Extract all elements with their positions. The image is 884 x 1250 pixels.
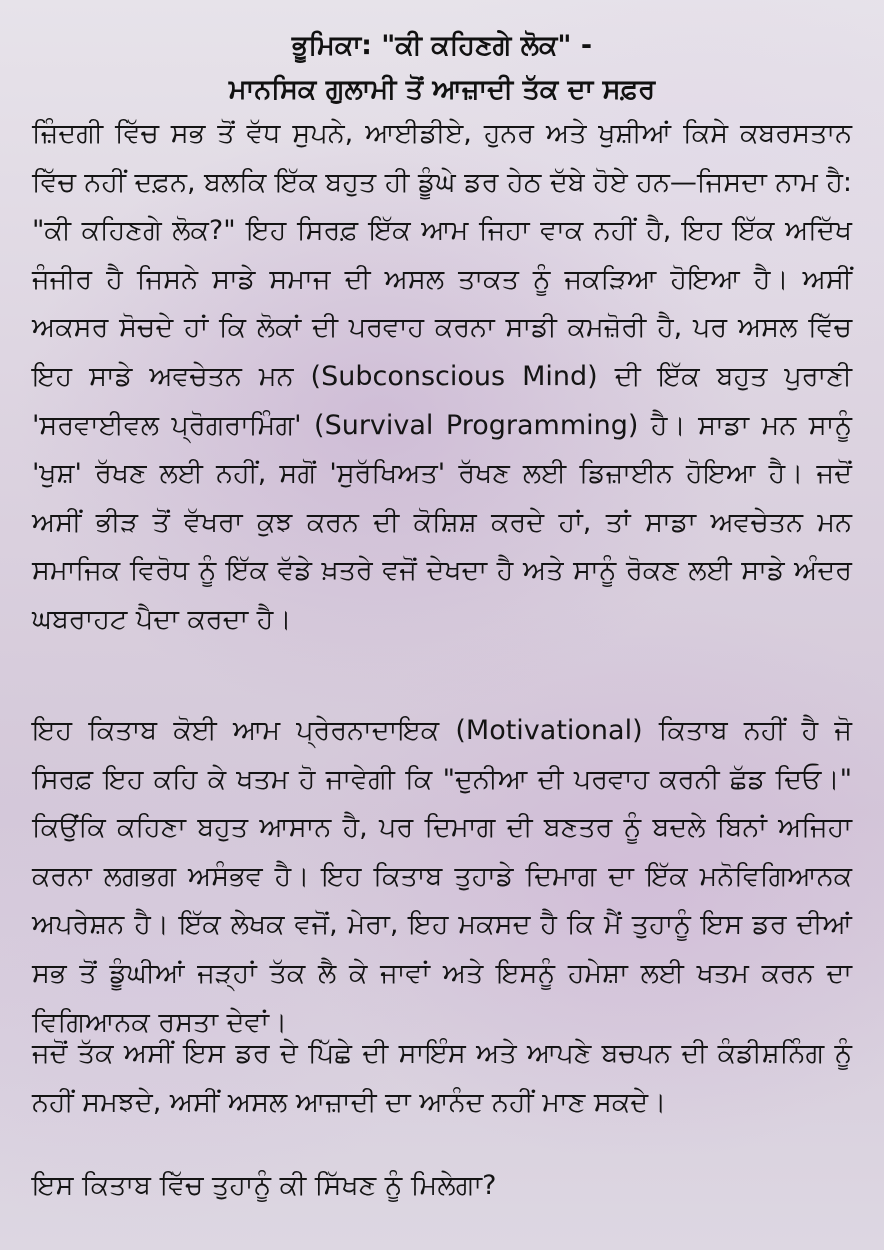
paragraph-intro: ਜ਼ਿੰਦਗੀ ਵਿੱਚ ਸਭ ਤੋਂ ਵੱਧ ਸੁਪਨੇ, ਆਈਡੀਏ, ਹੁਨਰ ਅਤੇ ਖੁਸ਼ੀਆਂ ਕਿਸੇ ਕਬਰਸਤਾਨ ਵਿੱਚ ਨਹੀਂ ਦਫ਼ਨ, ਬਲਕਿ ਇੱਕ ਬਹੁਤ ਹੀ ਡੂੰਘੇ ਡਰ ਹੇਠ ਦੱਬੇ ਹੋਏ ਹਨ—ਜਿਸਦਾ ਨਾਮ ਹੈ: "ਕੀ ਕਹਿਣਗੇ ਲੋਕ?" ਇਹ ਸਿਰਫ਼ ਇੱਕ ਆਮ ਜਿਹਾ ਵਾਕ ਨਹੀਂ ਹੈ, ਇਹ ਇੱਕ ਅਦਿੱਖ ਜੰਜੀਰ ਹੈ ਜਿਸਨੇ ਸਾਡੇ ਸਮਾਜ ਦੀ ਅਸਲ ਤਾਕਤ ਨੂੰ ਜਕੜਿਆ ਹੋਇਆ ਹੈ। ਅਸੀਂ ਅਕਸਰ ਸੋਚਦੇ ਹਾਂ ਕਿ ਲੋਕਾਂ ਦੀ ਪਰਵਾਹ ਕਰਨਾ ਸਾਡੀ ਕਮਜ਼ੋਰੀ ਹੈ, ਪਰ ਅਸਲ ਵਿੱਚ ਇਹ ਸਾਡੇ ਅਵਚੇਤਨ ਮਨ (Subconscious Mind) ਦੀ ਇੱਕ ਬਹੁਤ ਪੁਰਾਣੀ 'ਸਰਵਾਈਵਲ ਪ੍ਰੋਗਰਾਮਿੰਗ' (Survival Programming) ਹੈ। ਸਾਡਾ ਮਨ ਸਾਨੂੰ 'ਖੁਸ਼' ਰੱਖਣ ਲਈ ਨਹੀਂ, ਸਗੋਂ 'ਸੁਰੱਖਿਅਤ' ਰੱਖਣ ਲਈ ਡਿਜ਼ਾਈਨ ਹੋਇਆ ਹੈ। ਜਦੋਂ ਅਸੀਂ ਭੀੜ ਤੋਂ ਵੱਖਰਾ ਕੁਝ ਕਰਨ ਦੀ ਕੋਸ਼ਿਸ਼ ਕਰਦੇ ਹਾਂ, ਤਾਂ ਸਾਡਾ ਅਵਚੇਤਨ ਮਨ ਸਮਾਜਿਕ ਵਿਰੋਧ ਨੂੰ ਇੱਕ ਵੱਡੇ ਖ਼ਤਰੇ ਵਜੋਂ ਦੇਖਦਾ ਹੈ ਅਤੇ ਸਾਨੂੰ ਰੋਕਣ ਲਈ ਸਾਡੇ ਅੰਦਰ ਘਬਰਾਹਟ ਪੈਦਾ ਕਰਦਾ ਹੈ। xyxy=(32,118,852,635)
page-title-line-1: ਭੂਮਿਕਾ: "ਕੀ ਕਹਿਣਗੇ ਲੋਕ" - xyxy=(291,30,593,61)
paragraph-question: ਇਸ ਕਿਤਾਬ ਵਿੱਚ ਤੁਹਾਨੂੰ ਕੀ ਸਿੱਖਣ ਨੂੰ ਮਿਲੇਗਾ? xyxy=(32,1170,497,1201)
paragraph-conditioning: ਜਦੋਂ ਤੱਕ ਅਸੀਂ ਇਸ ਡਰ ਦੇ ਪਿੱਛੇ ਦੀ ਸਾਇੰਸ ਅਤੇ ਆਪਣੇ ਬਚਪਨ ਦੀ ਕੰਡੀਸ਼ਨਿੰਗ ਨੂੰ ਨਹੀਂ ਸਮਝਦੇ, ਅਸੀਂ ਅਸਲ ਆਜ਼ਾਦੀ ਦਾ ਆਨੰਦ ਨਹੀਂ ਮਾਣ ਸਕਦੇ। xyxy=(32,1038,852,1118)
page-title-line-2: ਮਾਨਸਿਕ ਗੁਲਾਮੀ ਤੋਂ ਆਜ਼ਾਦੀ ਤੱਕ ਦਾ ਸਫ਼ਰ xyxy=(228,74,656,105)
paragraph-book-purpose: ਇਹ ਕਿਤਾਬ ਕੋਈ ਆਮ ਪ੍ਰੇਰਨਾਦਾਇਕ (Motivational) ਕਿਤਾਬ ਨਹੀਂ ਹੈ ਜੋ ਸਿਰਫ਼ ਇਹ ਕਹਿ ਕੇ ਖਤਮ ਹੋ ਜਾਵੇਗੀ ਕਿ "ਦੁਨੀਆ ਦੀ ਪਰਵਾਹ ਕਰਨੀ ਛੱਡ ਦਿਓ।" ਕਿਉਂਕਿ ਕਹਿਣਾ ਬਹੁਤ ਆਸਾਨ ਹੈ, ਪਰ ਦਿਮਾਗ ਦੀ ਬਣਤਰ ਨੂੰ ਬਦਲੇ ਬਿਨਾਂ ਅਜਿਹਾ ਕਰਨਾ ਲਗਭਗ ਅਸੰਭਵ ਹੈ। ਇਹ ਕਿਤਾਬ ਤੁਹਾਡੇ ਦਿਮਾਗ ਦਾ ਇੱਕ ਮਨੋਵਿਗਿਆਨਕ ਅਪਰੇਸ਼ਨ ਹੈ। ਇੱਕ ਲੇਖਕ ਵਜੋਂ, ਮੇਰਾ, ਇਹ ਮਕਸਦ ਹੈ ਕਿ ਮੈਂ ਤੁਹਾਨੂੰ ਇਸ ਡਰ ਦੀਆਂ ਸਭ ਤੋਂ ਡੂੰਘੀਆਂ ਜੜ੍ਹਾਂ ਤੱਕ ਲੈ ਕੇ ਜਾਵਾਂ ਅਤੇ ਇਸਨੂੰ ਹਮੇਸ਼ਾ ਲਈ ਖਤਮ ਕਰਨ ਦਾ ਵਿਗਿਆਨਕ ਰਸਤਾ ਦੇਵਾਂ। xyxy=(32,715,852,1038)
